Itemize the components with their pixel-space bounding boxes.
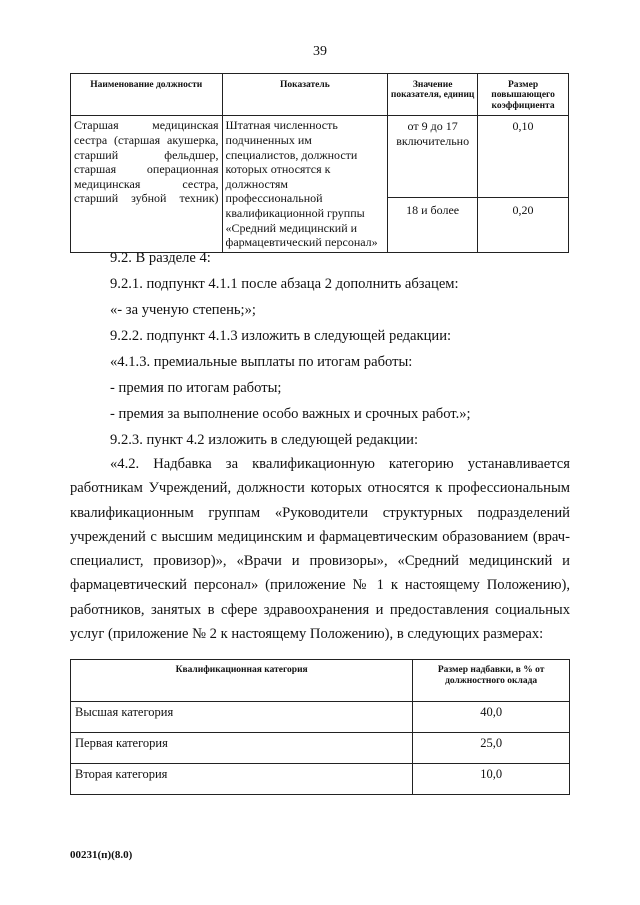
- paragraph: - премия по итогам работы;: [110, 380, 282, 396]
- table-header-row: [71, 74, 569, 116]
- header-category: Квалификационная категория: [71, 660, 413, 702]
- header-indicator: Показатель: [222, 74, 388, 116]
- table-row: [71, 702, 570, 733]
- table-row: [71, 764, 570, 795]
- page-number: 39: [313, 44, 327, 59]
- table-header-row: [71, 660, 570, 702]
- bonus-cell: 40,0: [413, 702, 570, 733]
- paragraph: «4.1.3. премиальные выплаты по итогам работы:: [110, 354, 413, 370]
- document-code: 00231(п)(8.0): [70, 849, 133, 861]
- header-bonus: Размер надбавки, в % от должностного оклада: [413, 660, 570, 702]
- value-cell: от 9 до 17 включительно: [388, 116, 478, 197]
- position-cell: Старшая медицинская сестра (старшая акушерка, старший фельдшер, старшая операционная медицинская сестра, старший зубной техник): [71, 116, 223, 253]
- bonus-cell: 10,0: [413, 764, 570, 795]
- paragraph: 9.2.2. подпункт 4.1.3 изложить в следующей редакции:: [110, 328, 452, 344]
- paragraph: «- за ученую степень;»;: [110, 302, 256, 318]
- bonus-cell: 25,0: [413, 733, 570, 764]
- indicator-cell: Штатная численность подчиненных им специалистов, должности которых относятся к должностям профессиональной квалификационной группы «Средний медицинский и фармацевтический персонал»: [222, 116, 388, 253]
- paragraph: - премия за выполнение особо важных и срочных работ.»;: [110, 406, 471, 422]
- qualification-table: [70, 659, 570, 795]
- paragraph: 9.2. В разделе 4:: [110, 250, 211, 266]
- category-cell: Высшая категория: [71, 702, 413, 733]
- coefficient-cell: 0,10: [478, 116, 569, 197]
- coefficient-cell: 0,20: [478, 197, 569, 252]
- paragraph: 9.2.3. пункт 4.2 изложить в следующей редакции:: [110, 432, 419, 448]
- coefficient-table: [70, 73, 569, 253]
- paragraph: 9.2.1. подпункт 4.1.1 после абзаца 2 дополнить абзацем:: [110, 276, 459, 292]
- category-cell: Вторая категория: [71, 764, 413, 795]
- value-cell: 18 и более: [388, 197, 478, 252]
- header-position: Наименование должности: [71, 74, 223, 116]
- body-paragraph: «4.2. Надбавка за квалификационную категорию устанавливается работникам Учреждений, должности которых относятся к профессиональным квалификационным группам «Руководители структурных подразделений учреждений с высшим медицинским и фармацевтическим образованием (врач-специалист, провизор)», «Врачи и провизоры», «Средний медицинский и фармацевтический персонал» (приложение № 1 к настоящему Положению), работников, занятых в сфере здравоохранения и предоставления социальных услуг (приложение № 2 к настоящему Положению), в следующих размерах:: [70, 456, 570, 643]
- category-cell: Первая категория: [71, 733, 413, 764]
- header-coefficient: Размер повышающего коэффициента: [478, 74, 569, 116]
- header-value: Значение показателя, единиц: [388, 74, 478, 116]
- table-row: [71, 116, 569, 197]
- table-row: [71, 733, 570, 764]
